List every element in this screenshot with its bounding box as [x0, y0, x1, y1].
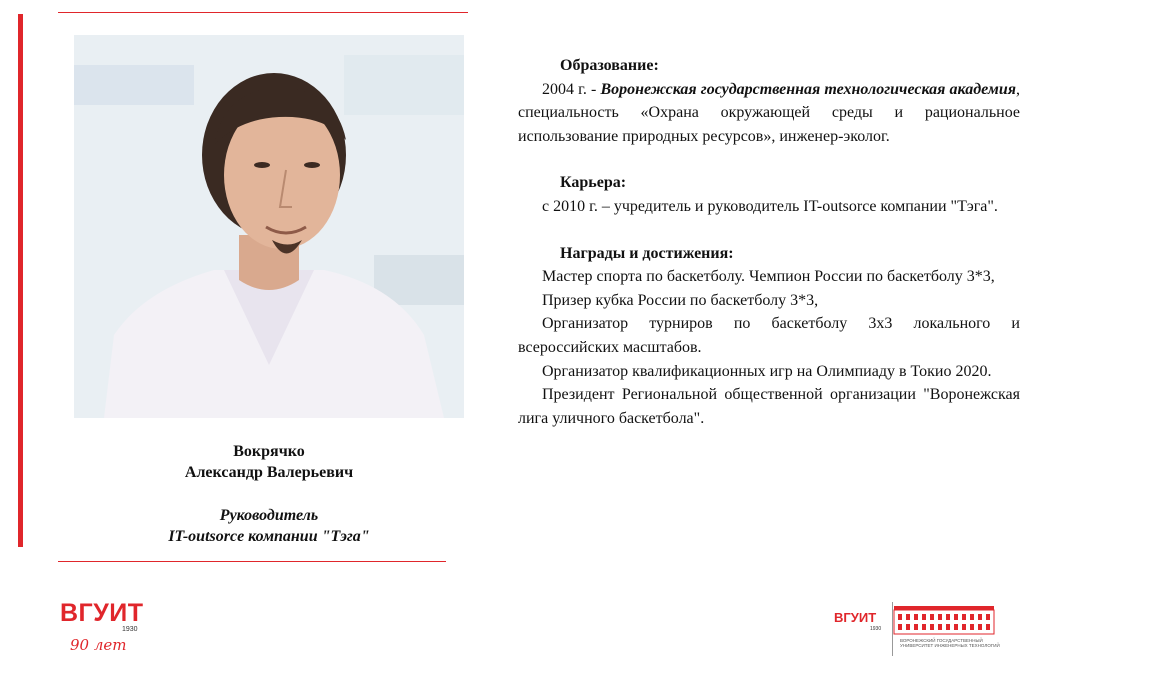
logo-right-university: ВОРОНЕЖСКИЙ ГОСУДАРСТВЕННЫЙ УНИВЕРСИТЕТ ИНЖЕНЕРНЫХ ТЕХНОЛОГИЙ — [900, 638, 1000, 648]
person-role — [74, 505, 464, 547]
logo-left-year: 1930 — [122, 626, 138, 633]
biography — [518, 54, 1020, 430]
top-divider — [58, 12, 468, 13]
logo-left-anniversary: 90 лет — [70, 636, 127, 654]
portrait-photo — [74, 35, 464, 418]
award-item: Мастер спорта по баскетболу. Чемпион России по баскетболу 3*3, — [542, 268, 995, 286]
career-text: с 2010 г. – учредитель и руководитель IT-outsorce компании "Тэга". — [542, 197, 998, 215]
award-item: Организатор квалификационных игр на Олимпиаду в Токио 2020. — [542, 362, 992, 380]
award-item: Призер кубка России по баскетболу 3*3, — [542, 291, 819, 309]
logo-right-brand: ВГУИТ — [834, 610, 877, 625]
education-heading: Образование: — [560, 57, 659, 74]
bottom-divider — [58, 561, 446, 562]
career-heading: Карьера: — [560, 174, 627, 192]
award-item: Организатор турниров по баскетболу 3х3 локального и всероссийских масштабов. — [518, 315, 1020, 356]
person-role-line1: Руководитель — [219, 507, 319, 524]
red-accent-bar — [18, 14, 23, 547]
education-year: 2004 г. - — [542, 80, 601, 98]
person-role-line2: IT-outsorce компании "Тэга" — [168, 528, 370, 545]
logo-left-brand: ВГУИТ — [60, 599, 144, 627]
awards-heading: Награды и достижения: — [560, 244, 734, 262]
education-institution: Воронежская государственная технологическая академия — [600, 80, 1016, 98]
vguit-building-logo — [834, 600, 1004, 658]
education-text — [518, 78, 1020, 149]
person-caption — [74, 441, 464, 547]
logo-right-year: 1930 — [870, 626, 882, 632]
award-item: Президент Региональной общественной организации "Воронежская лига уличного баскетбола". — [518, 386, 1020, 427]
education-rest: , специальность «Охрана окружающей среды и рациональное использование природных ресурсов», инженер-эколог. — [518, 80, 1020, 145]
person-surname: Вокрячко — [233, 443, 305, 460]
person-name: Александр Валерьевич — [184, 464, 354, 481]
university-building-icon — [892, 602, 996, 636]
vguit-90-logo — [60, 600, 150, 660]
